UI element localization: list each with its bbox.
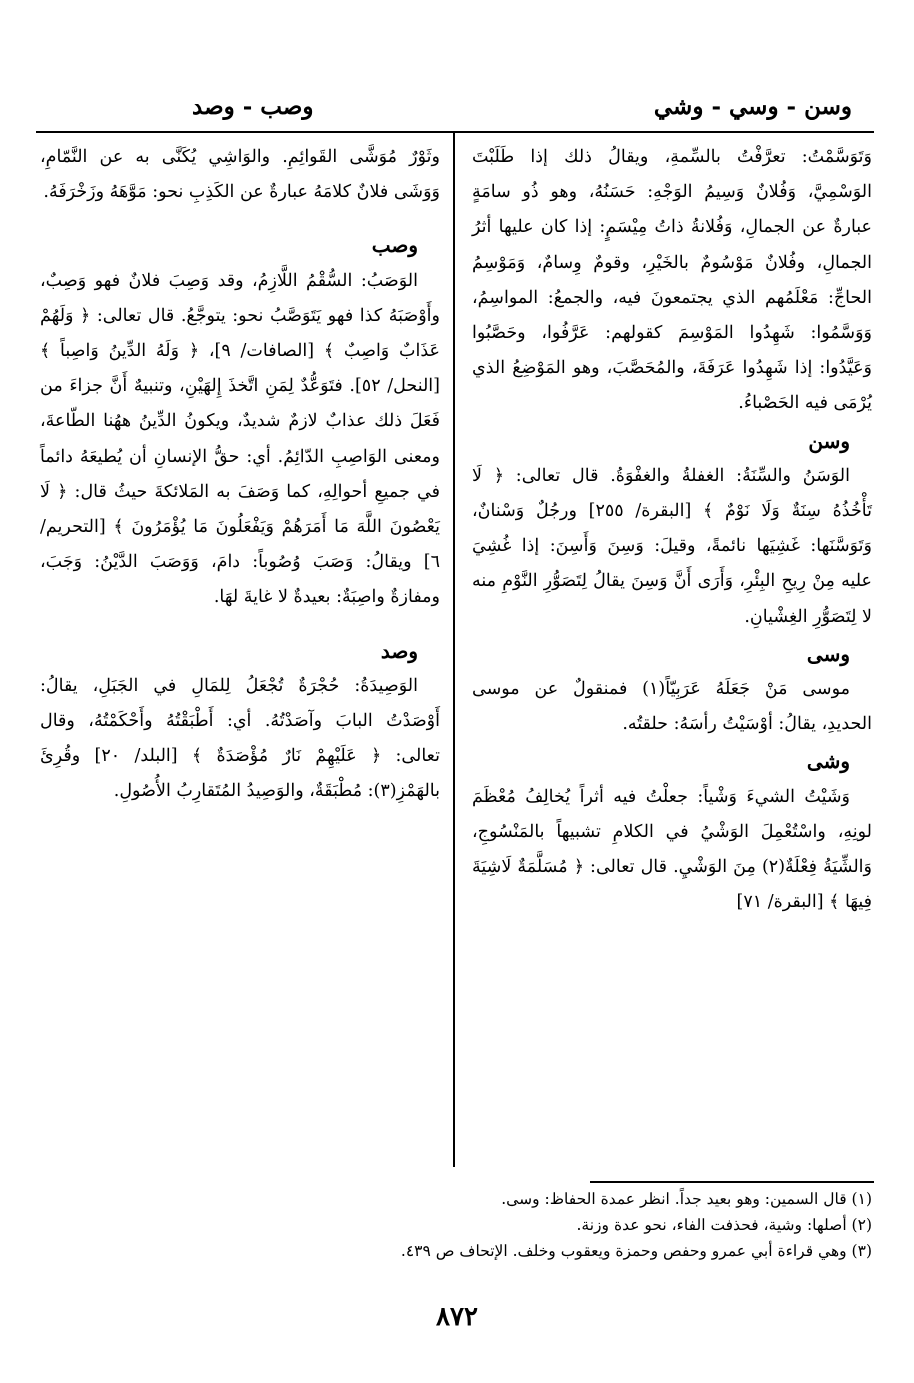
entry-text-washa: وَشَيْتُ الشيءَ وَشْياً: جعلْتُ فيه أثراً يُخالِفُ مُعْظَمَ لونِهِ، واسْتُعْمِلَ الوَشْيُ في الكلامِ تشبيهاً بالمَنْسُوجِ، وَالشِّيَةُ فِعْلَةٌ(٢) مِنَ الوَشْيِ. قال تعالى: ﴿ مُسَلَّمَةٌ لَاشِيَةَ فِيهَا ﴾ [البقرة/ ٧١] <box>472 786 872 913</box>
entry-text: وثَوْرٌ مُوَشَّى القَوائِمِ. والوَاشِي يُكَنَّى به عن النَّمّامِ، وَوَشَى فلانٌ كلامَهُ عبارةٌ عن الكَذِبِ نحو: مَوَّهَهُ وزَخْرَفَهُ. <box>40 147 440 203</box>
entry-heading-wasa: وسى <box>806 641 850 666</box>
entry-text-wasad: الوَصِيدَةُ: حُجْرَةٌ تُجْعَلُ لِلمَالِ في الجَبَلِ، يقالُ: أَوْصَدْتُ البابَ وآصَدْتُهُ. أي: أَطْبَقْتُهُ وأَحْكَمْتُهُ، وقال تعالى: ﴿ عَلَيْهِمْ نَارٌ مُؤْصَدَةٌ ﴾ [البلد/ ٢٠] وقُرِئَ بالهَمْزِ(٣): مُطْبَقَةٌ، والوَصِيدُ المُتَقارِبُ الأُصُولِ. <box>40 675 440 802</box>
left-column <box>40 140 440 810</box>
entry-text-wasab: الوَصَبُ: السُّقْمُ اللَّازِمُ، وقد وَصِبَ فلانٌ فهو وَصِبٌ، وأَوْصَبَهُ كذا فهو يَتَوَصَّبُ نحو: يتوجَّعُ. قال تعالى: ﴿ وَلَهُمْ عَذَابٌ وَاصِبٌ ﴾ [الصافات/ ٩]، ﴿ وَلَهُ الدِّينُ وَاصِباً ﴾ [النحل/ ٥٢]. فتَوَعُّدٌ لِمَنِ اتَّخذَ إِلهَيْنِ، وتنبيهٌ أَنَّ جزاءَ من فَعَلَ ذلك عذابٌ لازمٌ شديدٌ، ويكونُ الدِّينُ ههُنا الطّاعةَ، ومعنى الوَاصِبِ الدّائِمُ. أي: حقُّ الإنسانِ أن يُطيعَهُ دائماً في جميعِ أحوالِهِ، كما وَصَفَ به المَلائكةَ حيثُ قال: ﴿ لَا يَعْصُونَ اللَّهَ مَا أَمَرَهُمْ وَيَفْعَلُونَ مَا يُؤْمَرُونَ ﴾ [التحريم/ ٦] ويقالُ: وَصَبَ وُصُوباً: دامَ، وَوَصَبَ الدَّيْنُ: وَجَبَ، ومفازةٌ واصِبَةٌ: بعيدةٌ لا غايةَ لهَا. <box>40 270 440 608</box>
footnote-3: (٣) وهي قراءة أبي عمرو وحفص وحمزة ويعقوب وخلف. الإتحاف ص ٤٣٩. <box>400 1242 872 1260</box>
entry-text-wasa: موسى مَنْ جَعَلَهُ عَرَبِيّاً(١) فمنقولٌ عن موسى الحديدِ، يقالُ: أوْسَيْتُ رأسَهُ: حلقتُه. <box>472 679 872 735</box>
column-divider <box>453 133 455 1167</box>
page-number: ٨٧٢ <box>436 1302 478 1332</box>
header-right-title: وسن - وسي - وشي <box>653 93 852 120</box>
right-column <box>472 140 872 920</box>
entry-heading-wasad: وصد <box>380 638 418 663</box>
header-rule <box>36 131 874 133</box>
entry-text-wasan: الوَسَنُ والسِّنَةُ: الغفلةُ والغفْوَةُ. قال تعالى: ﴿ لَا تَأْخُذُهُ سِنَةٌ وَلَا نَوْمٌ ﴾ [البقرة/ ٢٥٥] ورجُلٌ وَسْنانٌ، وَتَوَسَّنَها: غَشِيَها نائمةً، وقيلَ: وَسِنَ وَأَسِنَ: إذا غُشِيَ عليه مِنْ رِيحِ البِئْرِ، وَأَرَى أَنَّ وَسِنَ يقالُ لِتَصَوُّرِ النَّوْمِ منه لا لِتَصَوُّرِ الغِشْيانِ. <box>472 465 872 627</box>
footnote-1: (١) قال السمين: وهو بعيد جداً. انظر عمدة الحفاظ: وسى. <box>501 1190 872 1208</box>
entry-heading-washa: وشى <box>806 749 850 774</box>
entry-heading-wasan: وسن <box>808 428 850 453</box>
header-left-title: وصب - وصد <box>192 93 314 120</box>
footnotes <box>42 1186 872 1264</box>
entry-text: وَتَوَسَّمْتُ: تعرَّفْتُ بالسِّمةِ، ويقالُ ذلك إذا طَلَبْتَ الوَسْمِيَّ، وَفُلانٌ وَسِيمُ الوَجْهِ: حَسَنُهُ، وهو ذُو سامَةٍ عبارةٌ عن الجمالِ، وَفُلانةُ ذاتُ مِيْسَمٍ: إذا كان عليها أثرُ الجمالِ، وفُلانٌ مَوْسُومٌ بالخَيْرِ، وقومٌ وِسامٌ، وَمَوْسِمُ الحاجِّ: مَعْلَمُهم الذي يجتمعونَ فيه، والجمعُ: المواسِمُ، وَوَسَّمُوا: شَهِدُوا المَوْسِمَ كقولهم: عَرَّفُوا، وحَصَّبُوا وَعَيَّدُوا: إذا شَهِدُوا عَرَفَةَ، والمُحَصَّبَ، وهو المَوْضِعُ الذي يُرْمَى فيه الحَصْباءُ. <box>472 147 872 414</box>
entry-heading-wasab: وصب <box>371 233 418 258</box>
footnote-2: (٢) أصلها: وشية، فحذفت الفاء، نحو عدة وزنة. <box>576 1216 872 1234</box>
footnote-rule <box>590 1181 874 1183</box>
